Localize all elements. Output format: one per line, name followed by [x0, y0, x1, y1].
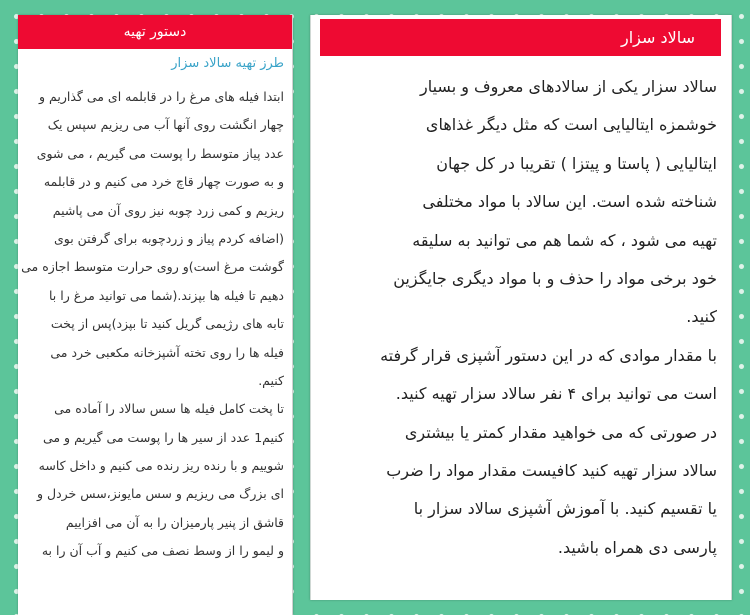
instruction-line: فیله ها را روی تخته آشپزخانه مکعبی خرد می: [50, 344, 284, 360]
instruction-line: قاشق از پنیر پارمیزان را به آن می افزاییم: [65, 514, 284, 530]
instruction-line: و به صورت چهار قاچ خرد می کنیم و در قابلمه: [43, 174, 284, 190]
instruction-line: و لیمو را از وسط نصف می کنیم و آب آن را به: [41, 543, 284, 559]
instruction-line: (اضافه کردم پیاز و زردچوبه برای گرفتن بوی: [53, 230, 284, 246]
instructions-subtitle: طرز تهیه سالاد سزار: [171, 56, 284, 71]
instruction-line: کنیم.: [258, 372, 284, 388]
intro-line: تهیه می شود ، که شما هم می توانید به سلیقه: [412, 230, 717, 250]
recipe-instructions-panel: [18, 15, 293, 615]
recipe-title-header: سالاد سزار: [320, 19, 721, 56]
intro-line: کنید.: [686, 307, 717, 327]
intro-line: در صورتی که می خواهید مقدار کمتر یا بیشتری: [404, 422, 717, 442]
instruction-line: کنیم1 عدد از سیر ها را پوست می گیریم و می: [42, 429, 284, 445]
instruction-line: ای بزرگ می ریزیم و سس مایونز،سس خردل و: [37, 486, 284, 502]
intro-line: شناخته شده است. این سالاد با مواد مختلفی: [422, 192, 717, 212]
recipe-intro-body: [311, 56, 731, 567]
intro-line: خوشمزه ایتالیایی است که مثل دیگر غذاهای: [425, 115, 717, 135]
intro-line: خود برخی مواد را حذف و با مواد دیگری جایگزین: [393, 268, 717, 288]
intro-line: است می توانید برای ۴ نفر سالاد سزار تهیه کنید.: [395, 384, 717, 404]
instruction-line: تا پخت کامل فیله ها سس سالاد را آماده می: [54, 401, 284, 417]
instructions-body: [18, 49, 292, 566]
recipe-intro-panel: [310, 15, 732, 600]
instruction-line: چهار انگشت روی آنها آب می ریزیم سپس یک: [47, 117, 284, 133]
intro-line: یا تقسیم کنید. با آموزش آشپزی سالاد سزار با: [413, 499, 717, 519]
intro-line: پارسی دی همراه باشید.: [557, 537, 717, 557]
intro-line: با مقدار موادی که در این دستور آشپزی قرار گرفته: [380, 345, 717, 365]
intro-line: سالاد سزار یکی از سالادهای معروف و بسیار: [419, 77, 717, 96]
intro-line: ایتالیایی ( پاستا و پیتزا ) تقریبا در کل جهان: [436, 153, 717, 173]
intro-line: سالاد سزار تهیه کنید کافیست مقدار مواد را ضرب: [386, 460, 717, 480]
instruction-line: تابه های رژیمی گریل کنید تا بپزد)پس از پخت: [50, 316, 284, 332]
instruction-line: دهیم تا فیله ها بپزند.(شما می توانید مرغ را با: [48, 287, 284, 303]
instruction-line: گوشت مرغ است)و روی حرارت متوسط اجازه می: [21, 259, 284, 275]
instruction-line: ریزیم و کمی زرد چوبه نیز روی آن می پاشیم: [52, 202, 284, 218]
instruction-line: ابتدا فیله های مرغ را در قابلمه ای می گذاریم و: [39, 89, 284, 104]
instruction-line: عدد پیاز متوسط را پوست می گیریم ، می شوی: [36, 145, 284, 161]
instructions-header: دستور تهیه: [18, 15, 292, 49]
instruction-line: شوییم و با رنده ریز رنده می کنیم و داخل کاسه: [38, 458, 284, 474]
